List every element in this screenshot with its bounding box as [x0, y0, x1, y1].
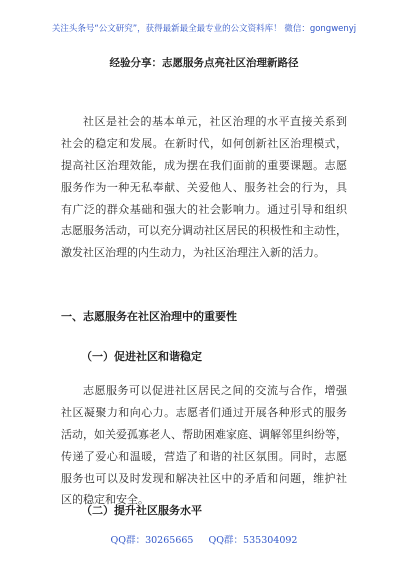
- paragraph-line: 服务也可以及时发现和解决社区中的矛盾和问题，维护社: [61, 471, 347, 485]
- footer-qq-group-1: QQ群：30265665: [110, 535, 194, 546]
- paragraph-line: 志愿服务可以促进社区居民之间的交流与合作，增强: [83, 384, 347, 397]
- section-heading: 一、志愿服务在社区治理中的重要性: [61, 310, 237, 323]
- intro-line: 社区是社会的基本单元，社区治理的水平直接关系到: [83, 115, 347, 128]
- footer-contact: [0, 532, 408, 546]
- intro-line: 有广泛的群众基础和强大的社会影响力。通过引导和组织: [61, 202, 347, 216]
- document-title: 经验分享：志愿服务点亮社区治理新路径: [109, 57, 299, 69]
- subsection-paragraph: [61, 380, 347, 511]
- paragraph-line: 区的稳定和安全。: [61, 493, 149, 507]
- intro-line: 服务作为一种无私奉献、关爱他人、服务社会的行为，具: [61, 180, 347, 194]
- intro-line: 社会的稳定和发展。在新时代，如何创新社区治理模式，: [61, 136, 347, 150]
- intro-line: 激发社区治理的内生动力，为社区治理注入新的活力。: [61, 246, 325, 260]
- footer-qq-group-2: QQ群：535304092: [208, 535, 298, 546]
- subsection-heading: （一）促进社区和谐稳定: [81, 350, 202, 363]
- paragraph-line: 社区凝聚力和向心力。志愿者们通过开展各种形式的服务: [61, 405, 347, 419]
- paragraph-line: 活动，如关爱孤寡老人、帮助困难家庭、调解邻里纠纷等，: [61, 427, 347, 441]
- intro-paragraph: [61, 111, 347, 264]
- paragraph-line: 传递了爱心和温暖，营造了和谐的社区氛围。同时，志愿: [61, 449, 347, 463]
- subsection-heading: （二）提升社区服务水平: [81, 504, 202, 517]
- intro-line: 志愿服务活动，可以充分调动社区居民的积极性和主动性，: [61, 224, 347, 238]
- intro-line: 提高社区治理效能，成为摆在我们面前的重要课题。志愿: [61, 158, 347, 172]
- header-promo-note: 关注头条号“公文研究”，获得最新最全最专业的公文资料库！ 微信：gongwenyj: [51, 24, 357, 34]
